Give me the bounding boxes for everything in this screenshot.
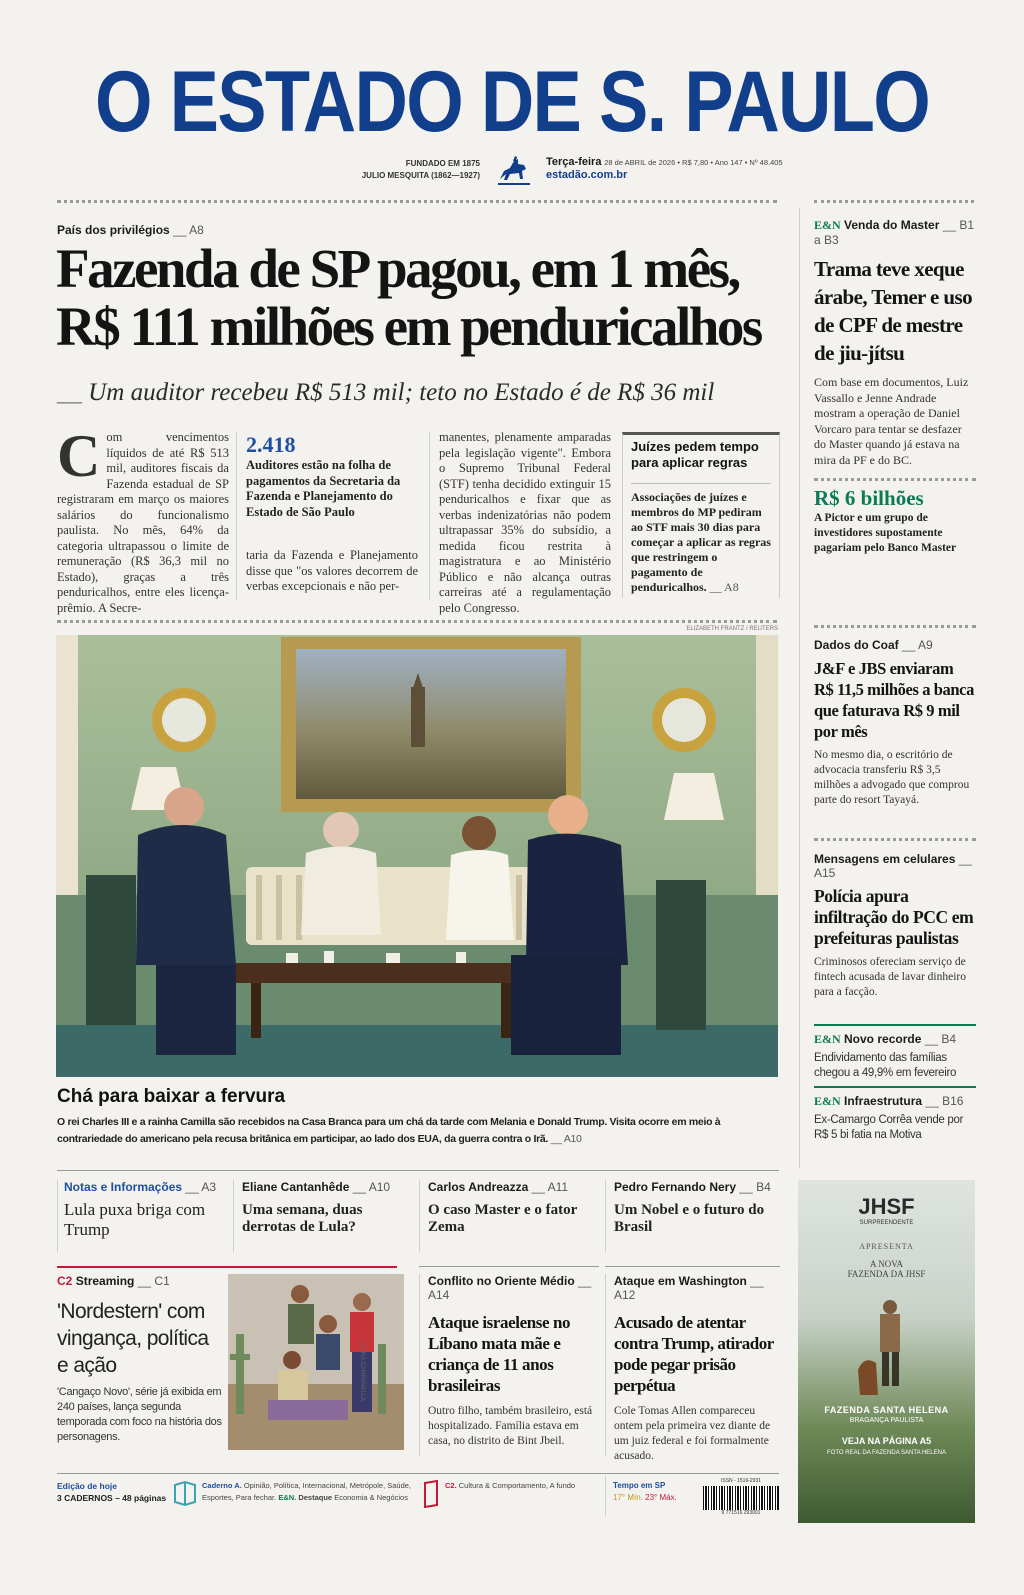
s1-kicker: E&N Venda do Master __ B1 a B3 [814, 218, 975, 247]
site-link[interactable]: estadão.com.br [546, 169, 628, 181]
lead-col-3: manentes, plenamente amparadas pela legislação vigente". Embora o Supremo Tribunal Federal (STF) tenha decidido extinguir 15 penduricalhos e fixar que as verbas indenizatórias não podem ultrapassar 35% do subsídio, a medida ficou restrita à magistratura e ao Ministério Público e não alcança outras carreiras até a regulamentação pelo Congresso. [439, 430, 611, 615]
column-andreazza[interactable]: Carlos Andreazza __ A11 O caso Master e o fator Zema [419, 1180, 599, 1252]
barcode: ISSN - 1516-2931 9 771516 293001 [703, 1478, 779, 1516]
founder-label: JULIO MESQUITA (1862—1927) [361, 171, 480, 180]
dateline: 28 de ABRIL de 2026 • R$ 7,80 • Ano 147 • Nº 48.405 [604, 158, 783, 167]
s2-body: No mesmo dia, o escritório de advocacia transferiu R$ 3,5 milhões a advogado que comprou parte do resort Tayayá. [814, 749, 970, 806]
lead-kicker: País dos privilégios __ A8 [57, 223, 204, 237]
lead-subhead: __ Um auditor recebeu R$ 513 mil; teto no Estado é de R$ 36 mil [57, 379, 715, 406]
jhsf-ad[interactable]: JHSF SURPREENDENTE APRESENTA A NOVA FAZENDA DA JHSF FAZENDA SANTA HELENA BRAGANÇA PAULISTA VEJA NA PÁGINA A5 FOTO REAL DA FAZENDA SANTA HELENA [798, 1180, 975, 1523]
s3-kicker: Mensagens em celulares __ A15 [814, 852, 973, 880]
s5-kicker: E&N Infraestrutura __ B16 [814, 1094, 964, 1108]
photo-caption: O rei Charles III e a rainha Camilla são recebidos na Casa Branca para um chá da tarde com Melania e Donald Trump. Visita ocorre em meio à contrariedade do americano pela recusa britânica em participar, ao lado dos EUA, da guerra contra o Irã. __ A10 [57, 1116, 721, 1145]
weekday-label: Terça-feira [546, 156, 602, 168]
s5-body: Ex-Camargo Corrêa vende por R$ 5 bi fatia na Motiva [814, 1114, 964, 1141]
stat-box [246, 432, 418, 595]
ad-brand: JHSF [858, 1194, 915, 1219]
s1-body: Com base em documentos, Luiz Vassallo e Jenne Andrade mostram a operação de Daniel Vorcaro para tentar se desfazer do Master quando já estava na mira da PF e do BC. [814, 375, 969, 467]
ad-rider-illustration [798, 1285, 975, 1405]
culture-story[interactable]: C2 Streaming __ C1 'Nordestern' com vingança, política e ação 'Cangaço Novo', série já exibida em 240 países, lança segunda temporada com foco na história dos personagens. [57, 1274, 222, 1443]
s3-body: Criminosos ofereciam serviço de fintech acusada de lavar dinheiro para a facção. [814, 956, 966, 998]
mideast-story[interactable]: Conflito no Oriente Médio __ A14 Ataque israelense no Líbano mata mãe e criança de 11 anos brasileiras Outro filho, também brasileiro, está hospitalizado. Família estava em casa, no distrito de Bint Jbeil. [419, 1274, 599, 1456]
caderno-a-icon [172, 1480, 198, 1506]
column-notas[interactable]: Notas e Informações __ A3 Lula puxa briga com Trump [57, 1180, 227, 1252]
top-rule-right [814, 200, 974, 203]
photo-title: Chá para baixar a fervura [57, 1086, 286, 1107]
top-rule [57, 200, 777, 203]
footer-c2: C2. Cultura & Comportamento, A fundo [445, 1481, 576, 1490]
lead-col-1: Com vencimentos líquidos de até R$ 513 mil, auditores fiscais da Fazenda estadual de SP registraram em março os maiores salários do funcionalismo paulista. No mês, 64% da categoria ultrapassou o limite de remuneração (R$ 36,3 mil no Estado), graças a três penduricalhos, entre eles licença-prêmio. A Secre- [57, 423, 229, 615]
lead-headline: Fazenda de SP pagou, em 1 mês, R$ 111 milhões em penduricalhos [56, 238, 761, 357]
mideast-body: Outro filho, também brasileiro, está hospitalizado. Família estava em casa, no distrito de Bint Jbeil. [428, 1405, 593, 1447]
judges-box-text: Associações de juízes e membros do MP pediram ao STF mais 30 dias para começar a aplicar as regras que restringem o pagamento de penduricalhos. __ A8 [631, 490, 771, 594]
washington-story[interactable]: Ataque em Washington __ A12 Acusado de atentar contra Trump, atirador pode pegar prisão perpétua Cole Tomas Allen compareceu ontem pela primeira vez diante de um juiz federal e foi formalmente acusado. [605, 1274, 780, 1456]
footer-weather: Tempo em SP 17° Mín. 23° Máx. [613, 1481, 677, 1502]
s1-big-text: A Pictor e um grupo de investidores supostamente pagariam pelo Banco Master [814, 512, 957, 554]
stat-text: Auditores estão na folha de pagamentos da Secretaria da Fazenda e Planejamento do Estado de São Paulo [246, 458, 401, 519]
sidebar-divider [799, 208, 800, 1168]
s1-big-number: R$ 6 bilhões [814, 486, 924, 510]
s4-kicker: E&N Novo recorde __ B4 [814, 1032, 957, 1046]
culture-photo [228, 1274, 404, 1450]
s1-headline: Trama teve xeque árabe, Temer e uso de CPF de mestre de jiu-jítsu [814, 257, 972, 365]
main-photo [56, 635, 778, 1077]
column-eliane[interactable]: Eliane Cantanhêde __ A10 Uma semana, duas derrotas de Lula? [233, 1180, 413, 1252]
footer-caderno-a: Caderno A. Opinião, Política, Internacional, Metrópole, Saúde, Esportes, Para fechar. E&N. Destaque Economia & Negócios [202, 1481, 412, 1502]
judges-box-title: Juízes pedem tempo para aplicar regras [631, 439, 759, 470]
s4-body: Endividamento das famílias chegou a 49,9% em fevereiro [814, 1052, 957, 1079]
lead-col-2: taria da Fazenda e Planejamento disse que "os valores decorrem de verbas excepcionais e não per- [246, 548, 418, 593]
masthead-title: O ESTADO DE S. PAULO [94, 54, 930, 150]
footer-edition: Edição de hoje 3 CADERNOS – 48 páginas [57, 1481, 167, 1503]
c2-icon [422, 1480, 440, 1508]
stat-number: 2.418 [246, 432, 296, 457]
s2-kicker: Dados do Coaf __ A9 [814, 638, 933, 652]
s2-headline: J&F e JBS enviaram R$ 11,5 milhões a banca que faturava R$ 9 mil por mês [814, 659, 974, 741]
photo-credit: ELIZABETH FRANTZ / REUTERS [686, 626, 778, 632]
culture-headline: 'Nordestern' com vingança, política e ação [57, 1300, 209, 1377]
washington-headline: Acusado de atentar contra Trump, atirador pode pegar prisão perpétua [614, 1313, 774, 1395]
s3-headline: Polícia apura infiltração do PCC em prefeituras paulistas [814, 886, 974, 948]
horse-rider-logo-icon [496, 155, 532, 187]
culture-body: 'Cangaço Novo', série já exibida em 240 países, lança segunda temporada com foco na história dos personagens. [57, 1386, 222, 1443]
judges-box [622, 432, 780, 598]
column-nery[interactable]: Pedro Fernando Nery __ B4 Um Nobel e o futuro do Brasil [605, 1180, 780, 1252]
washington-body: Cole Tomas Allen compareceu ontem pela primeira vez diante de um juiz federal e foi formalmente acusado. [614, 1405, 771, 1462]
mideast-headline: Ataque israelense no Líbano mata mãe e criança de 11 anos brasileiras [428, 1313, 571, 1395]
founded-label: FUNDADO EM 1875 [405, 159, 480, 168]
culture-photo-credit: LAURA CAMPANELLA [359, 1340, 365, 1402]
mid-rule [57, 620, 777, 623]
